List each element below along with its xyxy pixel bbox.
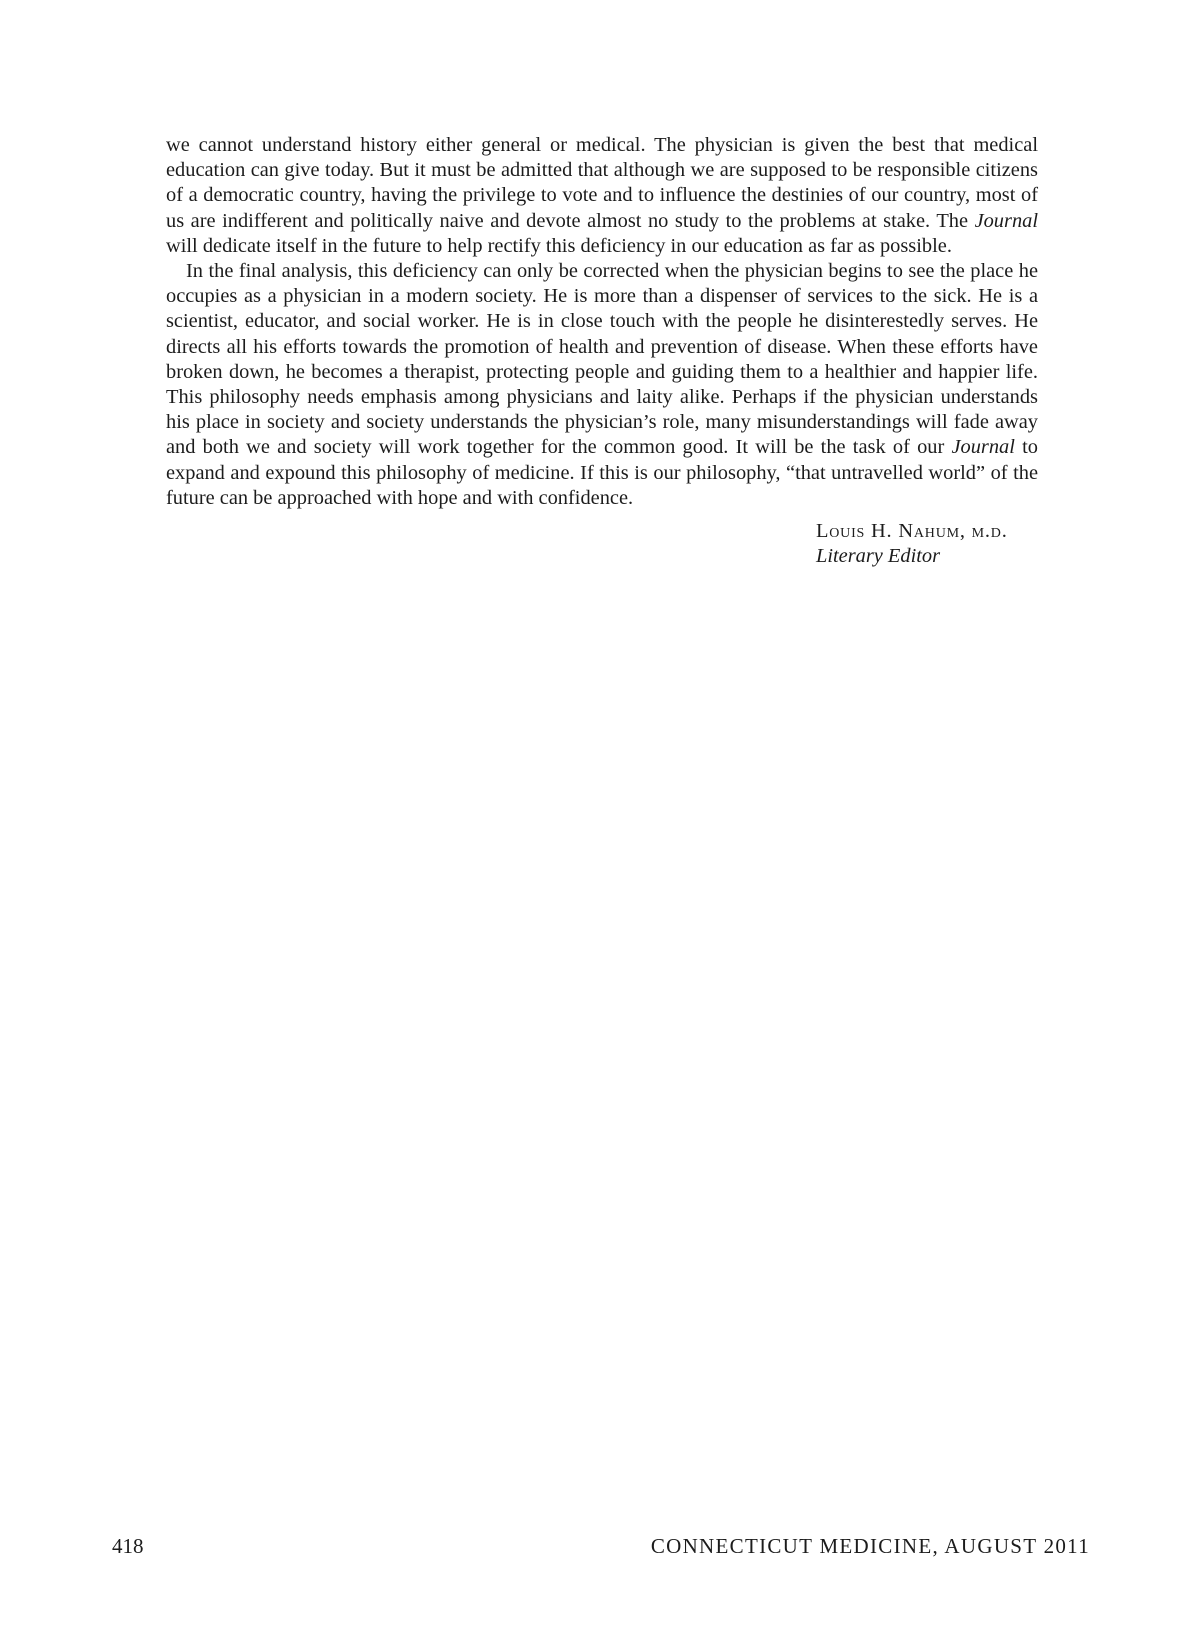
journal-title: Journal	[951, 436, 1015, 459]
running-footer: CONNECTICUT MEDICINE, AUGUST 2011	[650, 1534, 1090, 1558]
paragraph-2-text-b: to expand and expound this philosophy of medicine. If this is our philosophy, “that untravelled world” of the future can be approached with hope and with confidence.	[166, 436, 1038, 509]
paragraph-2-text-a: In the final analysis, this deficiency can only be corrected when the physician begins to see the place he occupies as a physician in a modern society. He is more than a dispenser of services to the sick. He is a scientist, educator, and social worker. He is in close touch with the people he disinterestedly serves. He directs all his efforts towards the promotion of health and prevention of disease. When these efforts have broken down, he becomes a therapist, protecting people and guiding them to a healthier and happier life. This philosophy needs emphasis among physicians and laity alike. Perhaps if the physician understands his place in society and society understands the physician’s role, many misunderstandings will fade away and both we and society will work together for the common good. It will be the task of our	[166, 260, 1038, 459]
paragraph-1-text-b: will dedicate itself in the future to help rectify this deficiency in our education as far as possible.	[166, 234, 952, 257]
paragraph-1-text-a: we cannot understand history either general or medical. The physician is given the best that medical education can give today. But it must be admitted that although we are supposed to be responsible citizens of a democratic country, having the privilege to vote and to influence the destinies of our country, most of us are indifferent and politically naive and devote almost no study to the problems at stake. The	[166, 134, 1038, 232]
page-number: 418	[112, 1534, 144, 1558]
article-body	[166, 133, 1038, 511]
paragraph-2	[166, 259, 1038, 511]
journal-title: Journal	[974, 209, 1038, 232]
signature-block	[816, 519, 1008, 569]
author-name: Louis H. Nahum, m.d.	[816, 520, 1008, 542]
author-role: Literary Editor	[816, 545, 941, 567]
paragraph-1	[166, 133, 1038, 259]
